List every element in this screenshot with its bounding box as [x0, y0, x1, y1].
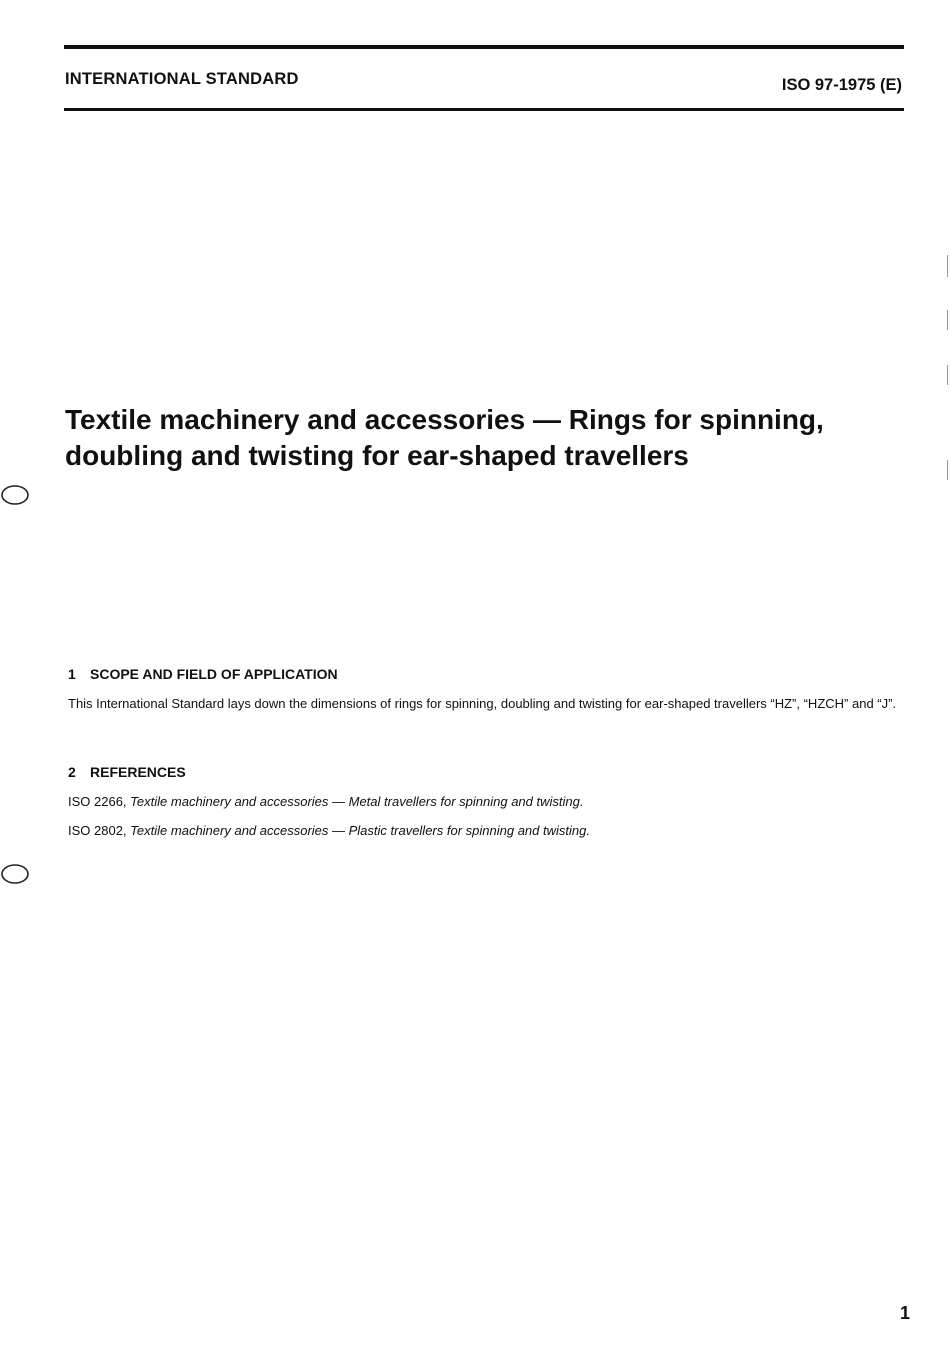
scope-paragraph: This International Standard lays down the dimensions of rings for spinning, doubling and twisting for ear-shaped travellers “HZ”, “HZCH” and “J”.: [68, 696, 897, 711]
section-title: REFERENCES: [90, 764, 186, 780]
reference-code: ISO 2266,: [68, 794, 127, 809]
reference-title: Textile machinery and accessories — Metal travellers for spinning and twisting.: [130, 794, 584, 809]
scan-edge-mark: [947, 460, 948, 480]
scan-edge-mark: [947, 365, 948, 385]
title-line-2: doubling and twisting for ear-shaped travellers: [65, 440, 689, 471]
punch-hole-icon: [0, 863, 30, 885]
section-heading-references: [68, 764, 186, 780]
title-line-1: Textile machinery and accessories — Rings for spinning,: [65, 404, 824, 435]
punch-hole-icon: [0, 484, 30, 506]
reference-code: ISO 2802,: [68, 823, 127, 838]
header-top-rule: [64, 45, 904, 49]
section-heading-scope: [68, 666, 338, 682]
scan-edge-mark: [947, 255, 948, 277]
section-number: 1: [68, 666, 76, 682]
section-number: 2: [68, 764, 76, 780]
document-type-label: INTERNATIONAL STANDARD: [65, 70, 299, 88]
scan-edge-mark: [947, 310, 948, 330]
reference-item: [68, 822, 900, 840]
document-title: [65, 402, 905, 474]
section-title: SCOPE AND FIELD OF APPLICATION: [90, 666, 338, 682]
standard-number: ISO 97-1975 (E): [781, 76, 902, 94]
page-number: 1: [899, 1303, 910, 1323]
reference-title: Textile machinery and accessories — Plastic travellers for spinning and twisting.: [130, 823, 590, 838]
reference-item: [68, 793, 900, 811]
header-bottom-rule: [64, 108, 904, 111]
